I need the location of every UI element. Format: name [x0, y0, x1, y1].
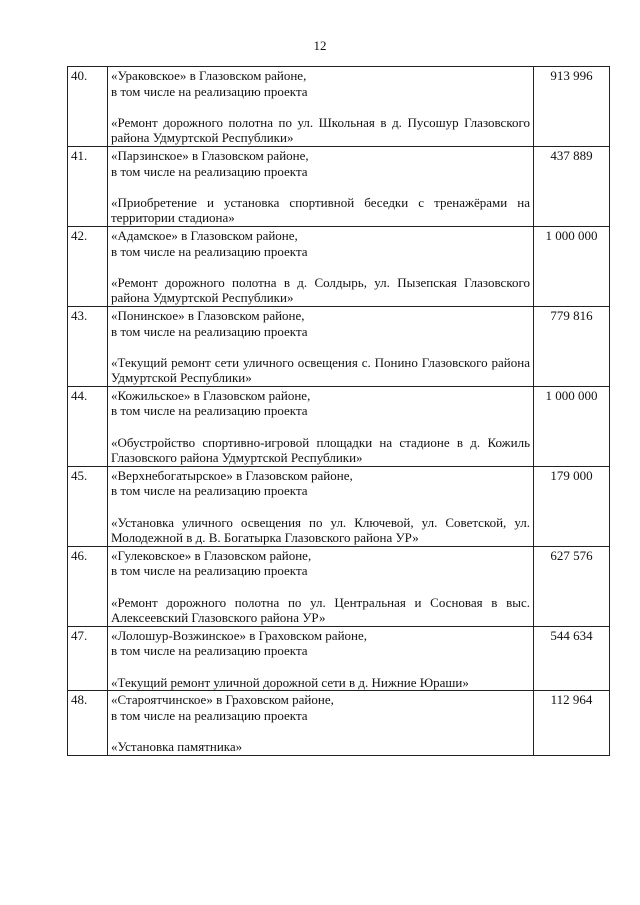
project-intro: в том числе на реализацию проекта — [111, 403, 308, 419]
municipality-name: «Староятчинское» в Граховском районе, — [111, 692, 334, 708]
grants-table — [67, 66, 610, 756]
row-description — [108, 626, 534, 690]
municipality-name: «Лолошур-Возжинское» в Граховском районе, — [111, 627, 368, 643]
row-amount: 437 889 — [534, 146, 610, 226]
table-row — [68, 386, 610, 466]
spacer — [111, 259, 530, 275]
project-intro: в том числе на реализацию проекта — [111, 643, 308, 659]
project-title: «Обустройство спортивно-игровой площадки на стадионе в д. Кожиль Глазовского района Удмуртской Республики» — [111, 434, 530, 466]
row-amount: 179 000 — [534, 466, 610, 546]
spacer — [111, 179, 530, 195]
spacer — [111, 723, 530, 739]
spacer — [111, 99, 530, 115]
row-amount: 913 996 — [534, 67, 610, 147]
project-intro: в том числе на реализацию проекта — [111, 707, 308, 723]
grants-table-body — [68, 67, 610, 756]
municipality-name: «Адамское» в Глазовском районе, — [111, 227, 298, 243]
table-row — [68, 226, 610, 306]
spacer — [111, 659, 530, 675]
row-number: 40. — [68, 67, 108, 147]
row-amount: 112 964 — [534, 691, 610, 755]
municipality-name: «Парзинское» в Глазовском районе, — [111, 147, 309, 163]
table-row — [68, 306, 610, 386]
row-description — [108, 691, 534, 755]
municipality-name: «Верхнебогатырское» в Глазовском районе, — [111, 467, 353, 483]
row-number: 47. — [68, 626, 108, 690]
project-intro: в том числе на реализацию проекта — [111, 483, 308, 499]
row-number: 42. — [68, 226, 108, 306]
row-amount: 779 816 — [534, 306, 610, 386]
row-description — [108, 306, 534, 386]
spacer — [111, 339, 530, 355]
row-description — [108, 386, 534, 466]
project-intro: в том числе на реализацию проекта — [111, 563, 308, 579]
row-amount: 1 000 000 — [534, 386, 610, 466]
project-title: «Ремонт дорожного полотна в д. Солдырь, ул. Пызепская Глазовского района Удмуртской Республики» — [111, 274, 530, 306]
project-title: «Ремонт дорожного полотна по ул. Центральная и Сосновая в выс. Алексеевский Глазовского района УР» — [111, 594, 530, 626]
spacer — [111, 579, 530, 595]
row-description — [108, 466, 534, 546]
row-description — [108, 146, 534, 226]
row-amount: 1 000 000 — [534, 226, 610, 306]
row-number: 43. — [68, 306, 108, 386]
project-intro: в том числе на реализацию проекта — [111, 323, 308, 339]
table-row — [68, 466, 610, 546]
table-row — [68, 691, 610, 755]
row-number: 44. — [68, 386, 108, 466]
row-number: 41. — [68, 146, 108, 226]
row-description — [108, 226, 534, 306]
table-row — [68, 626, 610, 690]
table-row — [68, 546, 610, 626]
project-intro: в том числе на реализацию проекта — [111, 83, 308, 99]
row-number: 45. — [68, 466, 108, 546]
municipality-name: «Кожильское» в Глазовском районе, — [111, 387, 311, 403]
row-number: 48. — [68, 691, 108, 755]
project-title: «Установка уличного освещения по ул. Ключевой, ул. Советской, ул. Молодежной в д. В. Богатырка Глазовского района УР» — [111, 514, 530, 546]
project-title: «Текущий ремонт сети уличного освещения с. Понино Глазовского района Удмуртской Республики» — [111, 354, 530, 386]
project-title: «Текущий ремонт уличной дорожной сети в д. Нижние Юраши» — [111, 674, 469, 690]
municipality-name: «Ураковское» в Глазовском районе, — [111, 68, 307, 83]
row-description — [108, 67, 534, 147]
project-title: «Приобретение и установка спортивной беседки с тренажёрами на территории стадиона» — [111, 194, 530, 226]
spacer — [111, 419, 530, 435]
row-description — [108, 546, 534, 626]
table-row — [68, 146, 610, 226]
municipality-name: «Понинское» в Глазовском районе, — [111, 307, 305, 323]
row-amount: 627 576 — [534, 546, 610, 626]
project-intro: в том числе на реализацию проекта — [111, 243, 308, 259]
row-number: 46. — [68, 546, 108, 626]
row-amount: 544 634 — [534, 626, 610, 690]
table-row — [68, 67, 610, 147]
project-title: «Ремонт дорожного полотна по ул. Школьная в д. Пусошур Глазовского района Удмуртской Республики» — [111, 114, 530, 146]
project-title: «Установка памятника» — [111, 738, 243, 754]
page-number: 12 — [313, 38, 327, 53]
project-intro: в том числе на реализацию проекта — [111, 163, 308, 179]
spacer — [111, 499, 530, 515]
municipality-name: «Гулековское» в Глазовском районе, — [111, 547, 312, 563]
